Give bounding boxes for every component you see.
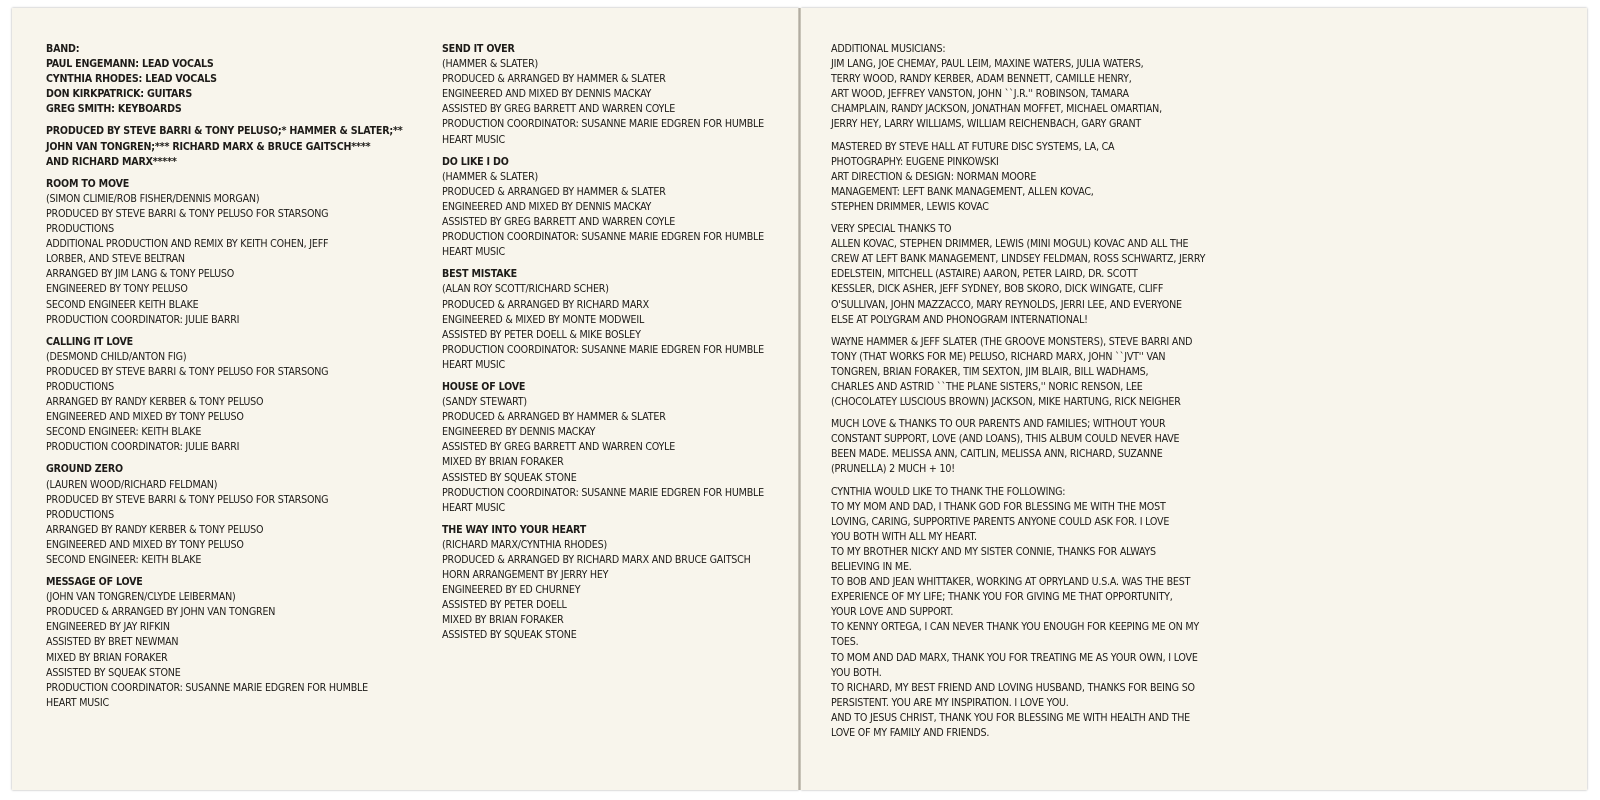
credit-line: PRODUCTION COORDINATOR: SUSANNE MARIE EDGREN FOR HUMBLE	[442, 118, 764, 131]
credit-line: ASSISTED BY BRET NEWMAN	[46, 636, 179, 649]
credit-line: PRODUCED & ARRANGED BY HAMMER & SLATER	[442, 411, 666, 424]
credit-line: YOU BOTH WITH ALL MY HEART.	[831, 530, 977, 543]
track-title: CALLING IT LOVE	[46, 335, 133, 348]
credit-line: TO MY BROTHER NICKY AND MY SISTER CONNIE, THANKS FOR ALWAYS	[831, 545, 1156, 558]
credits-block	[831, 222, 1261, 328]
track-title: HOUSE OF LOVE	[442, 380, 526, 393]
credit-line: PRODUCTION COORDINATOR: JULIE BARRI	[46, 313, 240, 326]
track-title: MESSAGE OF LOVE	[46, 576, 143, 589]
credits-block	[831, 140, 1261, 215]
credit-line: TONY (THAT WORKS FOR ME) PELUSO, RICHARD MARX, JOHN ``JVT'' VAN	[831, 350, 1166, 363]
credit-line: HEART MUSIC	[442, 501, 505, 514]
credits-block	[831, 485, 1261, 742]
credit-line: MIXED BY BRIAN FORAKER	[442, 614, 564, 627]
credit-line: CREW AT LEFT BANK MANAGEMENT, LINDSEY FELDMAN, ROSS SCHWARTZ, JERRY	[831, 253, 1206, 266]
credit-line: ASSISTED BY SQUEAK STONE	[442, 471, 577, 484]
track-credits	[442, 267, 792, 373]
credit-line: TONGREN, BRIAN FORAKER, TIM SEXTON, JIM BLAIR, BILL WADHAMS,	[831, 365, 1149, 378]
credit-line: PRODUCTION COORDINATOR: SUSANNE MARIE EDGREN FOR HUMBLE	[442, 343, 764, 356]
credits-block	[831, 335, 1261, 410]
credit-line: PRODUCTIONS	[46, 380, 114, 393]
credit-line: PHOTOGRAPHY: EUGENE PINKOWSKI	[831, 155, 999, 168]
credit-line: ASSISTED BY GREG BARRETT AND WARREN COYLE	[442, 216, 676, 229]
credit-line: HEART MUSIC	[442, 246, 505, 259]
credit-line: PRODUCED BY STEVE BARRI & TONY PELUSO FOR STARSONG	[46, 365, 329, 378]
credit-line: PRODUCED BY STEVE BARRI & TONY PELUSO FOR STARSONG	[46, 207, 329, 220]
track-title: GROUND ZERO	[46, 463, 123, 476]
credit-line: CONSTANT SUPPORT, LOVE (AND LOANS), THIS ALBUM COULD NEVER HAVE	[831, 433, 1180, 446]
credit-line: LORBER, AND STEVE BELTRAN	[46, 253, 185, 266]
credit-line: HORN ARRANGEMENT BY JERRY HEY	[442, 569, 609, 582]
credit-line: ELSE AT POLYGRAM AND PHONOGRAM INTERNATIONAL!	[831, 313, 1088, 326]
credit-line: AND RICHARD MARX*****	[46, 155, 177, 168]
credit-line: ENGINEERED AND MIXED BY DENNIS MACKAY	[442, 88, 652, 101]
credit-line: ALLEN KOVAC, STEPHEN DRIMMER, LEWIS (MINI MOGUL) KOVAC AND ALL THE	[831, 238, 1189, 251]
track-title: ROOM TO MOVE	[46, 177, 130, 190]
credit-line: BELIEVING IN ME.	[831, 561, 912, 573]
track-credits	[46, 462, 406, 568]
credit-line: (RICHARD MARX/CYNTHIA RHODES)	[442, 538, 607, 551]
track-credits	[46, 575, 406, 711]
credit-line: SECOND ENGINEER: KEITH BLAKE	[46, 554, 202, 566]
credit-line: (JOHN VAN TONGREN/CLYDE LEIBERMAN)	[46, 591, 236, 604]
credit-line: (HAMMER & SLATER)	[442, 170, 539, 183]
credit-line: (HAMMER & SLATER)	[442, 58, 539, 71]
credit-line: PRODUCTION COORDINATOR: JULIE BARRI	[46, 441, 240, 454]
credit-line: MIXED BY BRIAN FORAKER	[442, 456, 564, 469]
credit-line: SECOND ENGINEER KEITH BLAKE	[46, 298, 199, 311]
credit-line: ENGINEERED AND MIXED BY TONY PELUSO	[46, 411, 244, 424]
credit-line: ENGINEERED AND MIXED BY DENNIS MACKAY	[442, 200, 652, 213]
credit-line: (DESMOND CHILD/ANTON FIG)	[46, 350, 187, 363]
credit-line: BAND:	[46, 43, 80, 55]
credit-line: LOVING, CARING, SUPPORTIVE PARENTS ANYONE COULD ASK FOR. I LOVE	[831, 515, 1170, 528]
credit-line: ENGINEERED BY JAY RIFKIN	[46, 621, 170, 634]
credit-line: ENGINEERED BY DENNIS MACKAY	[442, 426, 596, 439]
credits-block	[46, 124, 406, 169]
credit-line: ASSISTED BY SQUEAK STONE	[442, 629, 577, 642]
credit-line: EXPERIENCE OF MY LIFE; THANK YOU FOR GIVING ME THAT OPPORTUNITY,	[831, 591, 1173, 604]
credits-block	[46, 42, 406, 117]
credit-line: PRODUCED & ARRANGED BY HAMMER & SLATER	[442, 73, 666, 86]
credit-line: HEART MUSIC	[442, 358, 505, 371]
track-credits	[442, 523, 792, 644]
credit-line: (SANDY STEWART)	[442, 396, 527, 409]
credit-line: (SIMON CLIMIE/ROB FISHER/DENNIS MORGAN)	[46, 192, 260, 205]
credit-line: STEPHEN DRIMMER, LEWIS KOVAC	[831, 200, 989, 213]
credit-line: MUCH LOVE & THANKS TO OUR PARENTS AND FAMILIES; WITHOUT YOUR	[831, 418, 1166, 431]
track-title: BEST MISTAKE	[442, 268, 517, 281]
credit-line: MASTERED BY STEVE HALL AT FUTURE DISC SYSTEMS, LA, CA	[831, 140, 1115, 153]
credit-line: TO RICHARD, MY BEST FRIEND AND LOVING HUSBAND, THANKS FOR BEING SO	[831, 681, 1195, 694]
credit-line: HEART MUSIC	[442, 133, 505, 146]
booklet-fold	[798, 8, 801, 790]
credit-line: CYNTHIA WOULD LIKE TO THANK THE FOLLOWING:	[831, 485, 1066, 498]
credit-line: JERRY HEY, LARRY WILLIAMS, WILLIAM REICHENBACH, GARY GRANT	[831, 118, 1142, 131]
credit-line: ASSISTED BY GREG BARRETT AND WARREN COYLE	[442, 441, 676, 454]
credit-line: ART WOOD, JEFFREY VANSTON, JOHN ``J.R.'' ROBINSON, TAMARA	[831, 88, 1129, 101]
credit-line: PRODUCTIONS	[46, 508, 114, 521]
credit-line: YOU BOTH.	[831, 666, 882, 679]
credit-line: JOHN VAN TONGREN;*** RICHARD MARX & BRUCE GAITSCH****	[46, 140, 371, 153]
credit-line: PRODUCED & ARRANGED BY RICHARD MARX	[442, 298, 649, 311]
credit-line: YOUR LOVE AND SUPPORT.	[831, 606, 954, 619]
credit-line: ARRANGED BY RANDY KERBER & TONY PELUSO	[46, 523, 264, 536]
track-credits	[46, 177, 406, 328]
credit-line: CHAMPLAIN, RANDY JACKSON, JONATHAN MOFFET, MICHAEL OMARTIAN,	[831, 103, 1162, 116]
credit-line: (PRUNELLA) 2 MUCH + 10!	[831, 463, 955, 476]
credit-line: ENGINEERED AND MIXED BY TONY PELUSO	[46, 538, 244, 551]
credit-line: ART DIRECTION & DESIGN: NORMAN MOORE	[831, 170, 1037, 183]
credits-column-1	[46, 42, 406, 718]
credit-line: BEEN MADE. MELISSA ANN, CAITLIN, MELISSA ANN, RICHARD, SUZANNE	[831, 448, 1163, 461]
thanks-column	[831, 42, 1261, 748]
credit-line: ENGINEERED BY ED CHURNEY	[442, 584, 581, 597]
credit-line: ADDITIONAL MUSICIANS:	[831, 43, 946, 55]
credit-line: TO BOB AND JEAN WHITTAKER, WORKING AT OPRYLAND U.S.A. WAS THE BEST	[831, 576, 1191, 589]
track-title: DO LIKE I DO	[442, 155, 509, 168]
credit-line: PRODUCTIONS	[46, 223, 114, 236]
credits-block	[831, 42, 1261, 133]
credit-line: VERY SPECIAL THANKS TO	[831, 223, 952, 236]
credit-line: EDELSTEIN, MITCHELL (ASTAIRE) AARON, PETER LAIRD, DR. SCOTT	[831, 268, 1138, 281]
credit-line: TO MOM AND DAD MARX, THANK YOU FOR TREATING ME AS YOUR OWN, I LOVE	[831, 651, 1198, 664]
credit-line: (ALAN ROY SCOTT/RICHARD SCHER)	[442, 283, 609, 296]
credit-line: ENGINEERED BY TONY PELUSO	[46, 283, 188, 296]
track-credits	[442, 155, 792, 261]
credit-line: PRODUCED BY STEVE BARRI & TONY PELUSO FOR STARSONG	[46, 493, 329, 506]
credit-line: ARRANGED BY RANDY KERBER & TONY PELUSO	[46, 396, 264, 409]
credit-line: LOVE OF MY FAMILY AND FRIENDS.	[831, 727, 990, 740]
credit-line: ARRANGED BY JIM LANG & TONY PELUSO	[46, 268, 235, 281]
credit-line: (LAUREN WOOD/RICHARD FELDMAN)	[46, 478, 218, 491]
track-title: THE WAY INTO YOUR HEART	[442, 523, 587, 536]
credit-line: O'SULLIVAN, JOHN MAZZACCO, MARY REYNOLDS, JERRI LEE, AND EVERYONE	[831, 298, 1182, 311]
credit-line: AND TO JESUS CHRIST, THANK YOU FOR BLESSING ME WITH HEALTH AND THE	[831, 711, 1190, 724]
credit-line: TO KENNY ORTEGA, I CAN NEVER THANK YOU ENOUGH FOR KEEPING ME ON MY	[831, 621, 1200, 634]
credit-line: PRODUCED & ARRANGED BY HAMMER & SLATER	[442, 185, 666, 198]
credits-column-2	[442, 42, 792, 651]
track-credits	[46, 335, 406, 456]
credit-line: (CHOCOLATEY LUSCIOUS BROWN) JACKSON, MIKE HARTUNG, RICK NEIGHER	[831, 396, 1181, 409]
credit-line: PRODUCTION COORDINATOR: SUSANNE MARIE EDGREN FOR HUMBLE	[442, 231, 764, 244]
credit-line: WAYNE HAMMER & JEFF SLATER (THE GROOVE MONSTERS), STEVE BARRI AND	[831, 335, 1193, 348]
credit-line: HEART MUSIC	[46, 696, 109, 709]
credit-line: TO MY MOM AND DAD, I THANK GOD FOR BLESSING ME WITH THE MOST	[831, 500, 1166, 513]
credit-line: ASSISTED BY PETER DOELL	[442, 599, 567, 612]
track-title: SEND IT OVER	[442, 43, 515, 55]
credit-line: MIXED BY BRIAN FORAKER	[46, 651, 168, 664]
credit-line: CHARLES AND ASTRID ``THE PLANE SISTERS,'' NORIC RENSON, LEE	[831, 380, 1143, 393]
credit-line: JIM LANG, JOE CHEMAY, PAUL LEIM, MAXINE WATERS, JULIA WATERS,	[831, 58, 1144, 71]
credit-line: TERRY WOOD, RANDY KERBER, ADAM BENNETT, CAMILLE HENRY,	[831, 73, 1132, 86]
credit-line: CYNTHIA RHODES: LEAD VOCALS	[46, 73, 217, 86]
credit-line: PRODUCED & ARRANGED BY JOHN VAN TONGREN	[46, 606, 276, 619]
credit-line: SECOND ENGINEER: KEITH BLAKE	[46, 426, 202, 439]
credit-line: DON KIRKPATRICK: GUITARS	[46, 88, 192, 101]
credit-line: ASSISTED BY PETER DOELL & MIKE BOSLEY	[442, 328, 641, 341]
credit-line: GREG SMITH: KEYBOARDS	[46, 103, 182, 116]
credit-line: ASSISTED BY GREG BARRETT AND WARREN COYLE	[442, 103, 676, 116]
credit-line: ASSISTED BY SQUEAK STONE	[46, 666, 181, 679]
track-credits	[442, 42, 792, 148]
credit-line: MANAGEMENT: LEFT BANK MANAGEMENT, ALLEN KOVAC,	[831, 185, 1094, 198]
credit-line: KESSLER, DICK ASHER, JEFF SYDNEY, BOB SKORO, DICK WINGATE, CLIFF	[831, 283, 1164, 296]
track-credits	[442, 380, 792, 516]
credit-line: PERSISTENT. YOU ARE MY INSPIRATION. I LOVE YOU.	[831, 696, 1069, 709]
credit-line: ADDITIONAL PRODUCTION AND REMIX BY KEITH COHEN, JEFF	[46, 238, 329, 251]
credit-line: PRODUCED & ARRANGED BY RICHARD MARX AND BRUCE GAITSCH	[442, 554, 751, 566]
credit-line: PRODUCED BY STEVE BARRI & TONY PELUSO;* HAMMER & SLATER;**	[46, 125, 403, 138]
credits-block	[831, 417, 1261, 477]
credit-line: PRODUCTION COORDINATOR: SUSANNE MARIE EDGREN FOR HUMBLE	[442, 486, 764, 499]
credit-line: ENGINEERED & MIXED BY MONTE MODWEIL	[442, 313, 645, 326]
credit-line: TOES.	[831, 636, 859, 649]
credit-line: PAUL ENGEMANN: LEAD VOCALS	[46, 58, 214, 71]
credit-line: PRODUCTION COORDINATOR: SUSANNE MARIE EDGREN FOR HUMBLE	[46, 681, 368, 694]
